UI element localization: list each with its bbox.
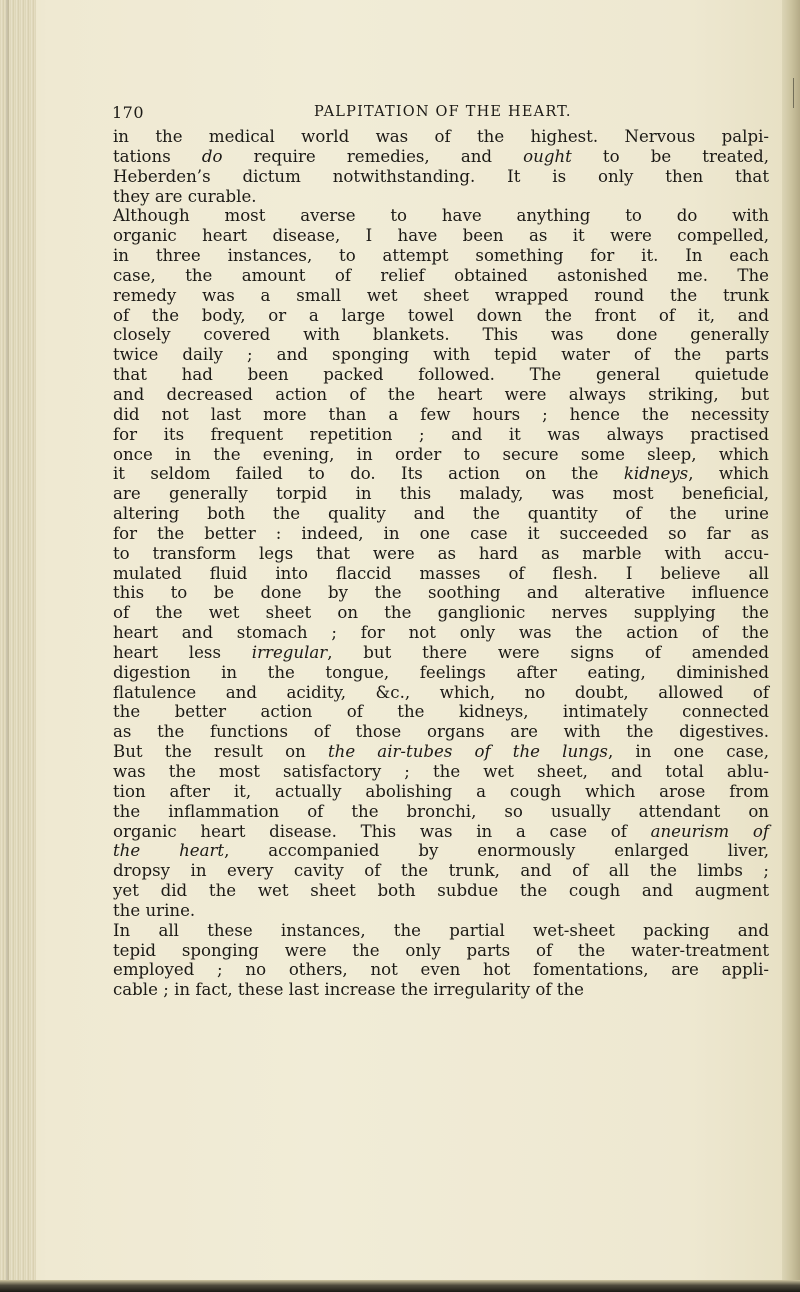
text-line: it seldom failed to do. Its action on the kidneys, which [113,464,769,484]
text-line: altering both the quality and the quantity of the urine [113,504,769,524]
page-bottom-edge [0,1280,800,1292]
text-line: are generally torpid in this malady, was most beneficial, [113,484,769,504]
text-line: flatulence and acidity, &c., which, no doubt, allowed of [113,682,769,702]
text-line: in the medical world was of the highest. Nervous palpi- [113,127,769,146]
text-line: of the body, or a large towel down the front of it, and [113,305,769,325]
running-head: PALPITATION OF THE HEART. [314,104,572,120]
text-line: in three instances, to attempt something for it. In each [113,246,769,266]
text-line: remedy was a small wet sheet wrapped round the trunk [113,285,769,305]
text-line: digestion in the tongue, feelings after eating, diminished [113,662,769,682]
text-line: of the wet sheet on the ganglionic nerves supplying the [113,603,769,623]
page-fore-edge [782,0,800,1292]
text-line: tations do require remedies, and ought to be treated, [113,146,769,166]
body-text [113,127,769,1000]
text-line: the inflammation of the bronchi, so usually attendant on [113,801,769,821]
text-line: this to be done by the soothing and alterative influence [113,583,769,603]
page-header [112,103,712,127]
text-line: the heart, accompanied by enormously enlarged liver, [113,841,769,861]
text-line: was the most satisfactory ; the wet sheet, and total ablu- [113,762,769,781]
text-line: cable ; in fact, these last increase the irregularity of the [113,980,584,1000]
text-line: heart less irregular, but there were signs of amended [113,642,769,662]
text-line: case, the amount of relief obtained astonished me. The [113,265,769,285]
text-line: the urine. [113,900,196,920]
text-line: In all these instances, the partial wet-sheet packing and [113,920,769,940]
text-line: Although most averse to have anything to do with [113,206,769,226]
text-line: organic heart disease. This was in a case of aneurism of [113,821,770,841]
text-line: organic heart disease, I have been as it were compelled, [113,226,769,246]
binding-edge [0,0,36,1292]
text-line: mulated fluid into flaccid masses of flesh. I believe all [113,563,769,583]
text-line: employed ; no others, not even hot fomentations, are appli- [113,960,769,980]
text-line: for its frequent repetition ; and it was always practised [113,424,769,444]
text-line: tion after it, actually abolishing a cough which arose from [113,781,769,801]
text-line: heart and stomach ; for not only was the action of the [113,623,769,643]
text-line: yet did the wet sheet both subdue the cough and augment [113,881,769,901]
text-line: that had been packed followed. The general quietude [113,365,769,385]
text-line: But the result on the air-tubes of the lungs, in one case, [113,742,769,762]
margin-mark [793,78,797,108]
page-number: 170 [112,103,145,122]
text-line: as the functions of those organs are with the digestives. [113,722,769,742]
text-line: the better action of the kidneys, intimately connected [113,702,769,722]
text-line: and decreased action of the heart were always striking, but [113,384,769,404]
text-line: once in the evening, in order to secure some sleep, which [113,444,769,464]
text-line: Heberden’s dictum notwithstanding. It is only then that [113,166,769,186]
text-line: closely covered with blankets. This was done generally [113,325,769,345]
text-line: they are curable. [113,186,257,206]
text-line: for the better : indeed, in one case it succeeded so far as [113,523,769,543]
text-line: twice daily ; and sponging with tepid water of the parts [113,345,769,365]
text-line: tepid sponging were the only parts of the water-treatment [113,940,769,960]
text-line: dropsy in every cavity of the trunk, and of all the limbs ; [113,861,769,881]
text-line: did not last more than a few hours ; hence the necessity [113,404,769,424]
text-line: to transform legs that were as hard as marble with accu- [113,543,769,563]
